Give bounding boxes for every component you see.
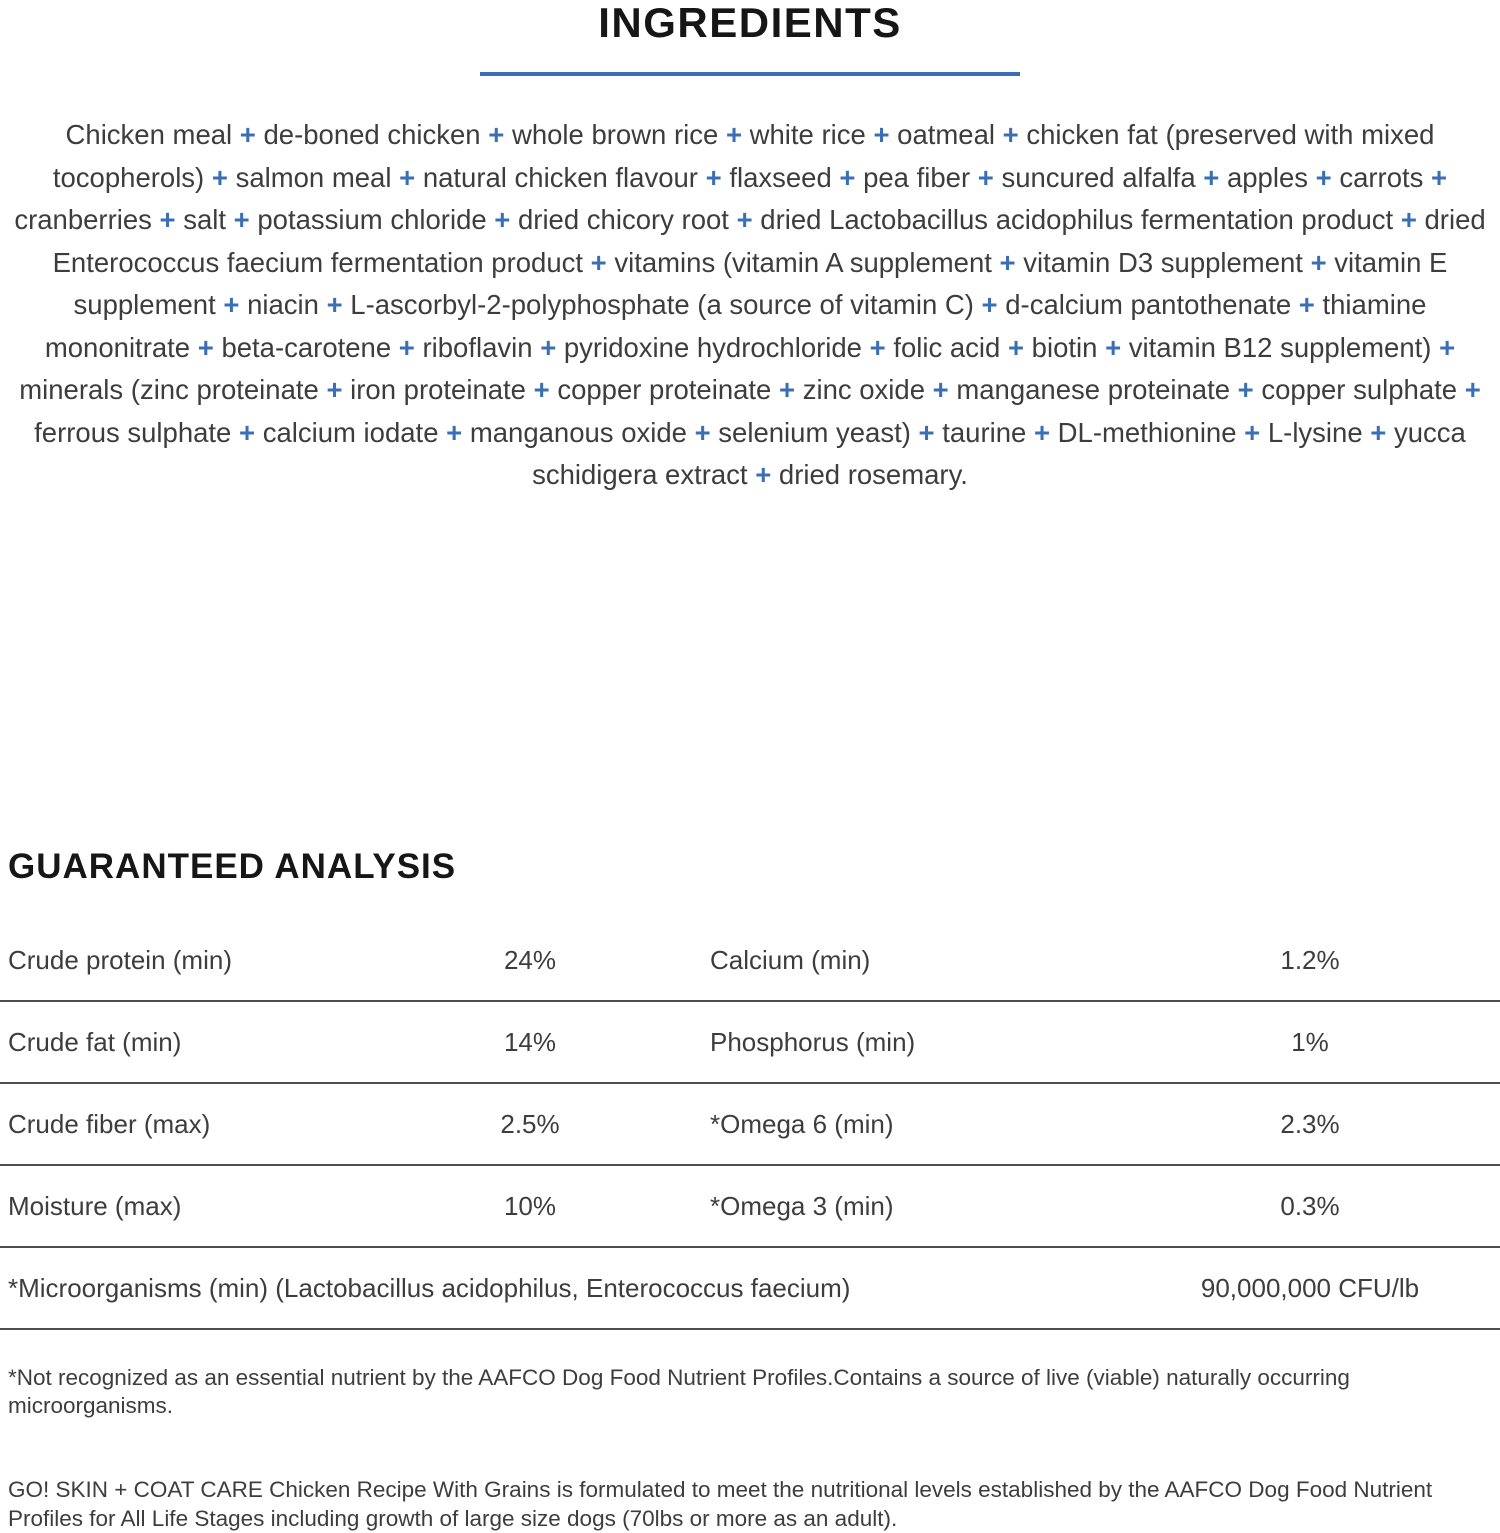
ingredient-item: chicken fat (preserved with mixed tocopherols) [52, 119, 1435, 193]
ingredient-item: dried rosemary. [778, 459, 968, 491]
ingredient-item: d-calcium pantothenate [1005, 289, 1292, 321]
plus-separator-icon: + [999, 246, 1016, 278]
ingredient-item: suncured alfalfa [1001, 161, 1196, 193]
ingredients-list [14, 114, 1486, 497]
plus-separator-icon: + [869, 331, 886, 363]
ingredient-item: vitamin B12 supplement) [1128, 331, 1432, 363]
right-value: 1.2% [1280, 944, 1340, 975]
ingredient-item: thiamine mononitrate [44, 289, 1427, 363]
formulation-statement: GO! SKIN + COAT CARE Chicken Recipe With Grains is formulated to meet the nutritional levels established by the AAFCO Dog Food Nutrient Profiles for All Life Stages including growth of large size dogs (70lbs or more as an adult). [8, 1476, 1433, 1531]
left-value: 24% [503, 944, 557, 975]
plus-separator-icon: + [1464, 374, 1481, 406]
ingredient-item: selenium yeast) [718, 416, 911, 448]
plus-separator-icon: + [736, 204, 753, 236]
ingredient-item: natural chicken flavour [422, 161, 698, 193]
ingredients-section [0, 0, 1500, 497]
left-label: Crude protein (min) [8, 944, 232, 975]
ingredient-item: vitamin D3 supplement [1023, 246, 1303, 278]
plus-separator-icon: + [211, 161, 228, 193]
left-label: Moisture (max) [8, 1190, 182, 1221]
left-value: 14% [503, 1026, 557, 1057]
left-value: 10% [503, 1190, 557, 1221]
aafco-footnote: *Not recognized as an essential nutrient by the AAFCO Dog Food Nutrient Profiles.Contains a source of live (viable) naturally occurring microorganisms. [8, 1364, 1350, 1418]
guaranteed-analysis-title: GUARANTEED ANALYSIS [8, 846, 457, 886]
plus-separator-icon: + [590, 246, 607, 278]
ingredient-item: flaxseed [729, 161, 832, 193]
ingredient-item: salmon meal [235, 161, 392, 193]
right-label: Phosphorus (min) [710, 1026, 916, 1057]
plus-separator-icon: + [239, 119, 256, 151]
ingredient-item: calcium iodate [262, 416, 439, 448]
plus-separator-icon: + [399, 161, 416, 193]
plus-separator-icon: + [725, 119, 743, 151]
ingredient-item: vitamin E supplement [73, 246, 1448, 321]
plus-separator-icon: + [779, 374, 796, 406]
right-label: Calcium (min) [710, 944, 871, 975]
ingredient-item: apples [1226, 161, 1309, 193]
ingredient-item: copper sulphate [1261, 374, 1458, 406]
right-value: 1% [1291, 1026, 1329, 1057]
plus-separator-icon: + [233, 204, 250, 236]
ingredient-item: minerals (zinc proteinate [19, 374, 319, 406]
analysis-row [0, 1002, 1500, 1084]
ingredient-item: manganous oxide [469, 416, 687, 448]
left-value: 2.5% [500, 1108, 560, 1139]
ingredient-item: dried chicory root [518, 204, 729, 236]
plus-separator-icon: + [705, 161, 722, 193]
ingredient-item: manganese proteinate [956, 374, 1231, 406]
section-divider-rule [480, 72, 1020, 76]
ingredient-item: taurine [942, 416, 1027, 448]
plus-separator-icon: + [1310, 246, 1327, 278]
ingredient-item: de-boned chicken [263, 119, 481, 151]
plus-separator-icon: + [1007, 331, 1025, 363]
ingredient-item: oatmeal [897, 119, 995, 151]
analysis-row [0, 1166, 1500, 1248]
ingredient-item: riboflavin [422, 331, 533, 363]
plus-separator-icon: + [1439, 331, 1456, 363]
ingredient-item: salt [183, 204, 227, 236]
plus-separator-icon: + [1298, 289, 1315, 321]
microorganisms-label: *Microorganisms (min) (Lactobacillus acidophilus, Enterococcus faecium) [8, 1272, 851, 1303]
plus-separator-icon: + [1002, 119, 1019, 151]
ingredient-item: niacin [247, 289, 319, 321]
ingredient-item: pyridoxine hydrochloride [563, 331, 862, 363]
ingredient-item: yucca schidigera extract [532, 416, 1466, 491]
ingredient-item: whole brown rice [511, 119, 719, 151]
ingredient-item: biotin [1031, 331, 1098, 363]
right-value: 2.3% [1280, 1108, 1340, 1139]
ingredient-item: Chicken meal [65, 119, 233, 151]
ingredient-item: beta-carotene [221, 331, 392, 363]
ingredient-item: iron proteinate [350, 374, 526, 406]
ingredients-title: INGREDIENTS [598, 0, 902, 46]
right-label: *Omega 6 (min) [710, 1108, 894, 1139]
plus-separator-icon: + [694, 416, 711, 448]
left-label: Crude fat (min) [8, 1026, 182, 1057]
plus-separator-icon: + [326, 289, 343, 321]
plus-separator-icon: + [398, 331, 415, 363]
ingredient-item: dried Enterococcus faecium fermentation product [52, 204, 1486, 278]
plus-separator-icon: + [540, 331, 557, 363]
ingredient-item: carrots [1339, 161, 1424, 193]
plus-separator-icon: + [197, 331, 214, 363]
guaranteed-analysis-table [0, 920, 1500, 1330]
plus-separator-icon: + [981, 289, 998, 321]
plus-separator-icon: + [1431, 161, 1448, 193]
plus-separator-icon: + [755, 459, 772, 491]
plus-separator-icon: + [839, 161, 856, 193]
ingredient-item: pea fiber [863, 161, 971, 193]
right-label: *Omega 3 (min) [710, 1190, 894, 1221]
plus-separator-icon: + [1370, 416, 1387, 448]
ingredient-item: DL-methionine [1057, 416, 1237, 448]
plus-separator-icon: + [488, 119, 505, 151]
ingredient-item: copper proteinate [557, 374, 772, 406]
ingredient-item: cranberries [14, 204, 152, 236]
plus-separator-icon: + [1203, 161, 1220, 193]
plus-separator-icon: + [1105, 331, 1122, 363]
guaranteed-analysis-section [0, 846, 1500, 1533]
ingredient-item: L-ascorbyl-2-polyphosphate (a source of vitamin C) [350, 289, 974, 321]
plus-separator-icon: + [223, 289, 240, 321]
plus-separator-icon: + [326, 374, 343, 406]
plus-separator-icon: + [446, 416, 463, 448]
ingredient-item: vitamins (vitamin A supplement [614, 246, 992, 278]
plus-separator-icon: + [1400, 204, 1417, 236]
analysis-row [0, 1084, 1500, 1166]
plus-separator-icon: + [494, 204, 511, 236]
analysis-row [0, 920, 1500, 1002]
plus-separator-icon: + [533, 374, 550, 406]
plus-separator-icon: + [977, 161, 994, 193]
ingredient-item: white rice [749, 119, 866, 151]
left-label: Crude fiber (max) [8, 1108, 211, 1139]
ingredient-item: folic acid [893, 331, 1001, 363]
ingredient-item: dried Lactobacillus acidophilus fermentation product [760, 204, 1394, 236]
plus-separator-icon: + [932, 374, 949, 406]
microorganisms-value: 90,000,000 CFU/lb [1200, 1272, 1420, 1303]
plus-separator-icon: + [873, 119, 890, 151]
ingredient-item: L-lysine [1267, 416, 1363, 448]
plus-separator-icon: + [1244, 416, 1261, 448]
plus-separator-icon: + [1033, 416, 1051, 448]
ingredient-item: zinc oxide [802, 374, 925, 406]
ingredient-item: potassium chloride [257, 204, 487, 236]
plus-separator-icon: + [1237, 374, 1254, 406]
plus-separator-icon: + [1315, 161, 1332, 193]
plus-separator-icon: + [239, 416, 256, 448]
ingredient-item: ferrous sulphate [34, 416, 232, 448]
plus-separator-icon: + [918, 416, 935, 448]
microorganisms-row [0, 1248, 1500, 1330]
plus-separator-icon: + [159, 204, 176, 236]
right-value: 0.3% [1280, 1190, 1340, 1221]
